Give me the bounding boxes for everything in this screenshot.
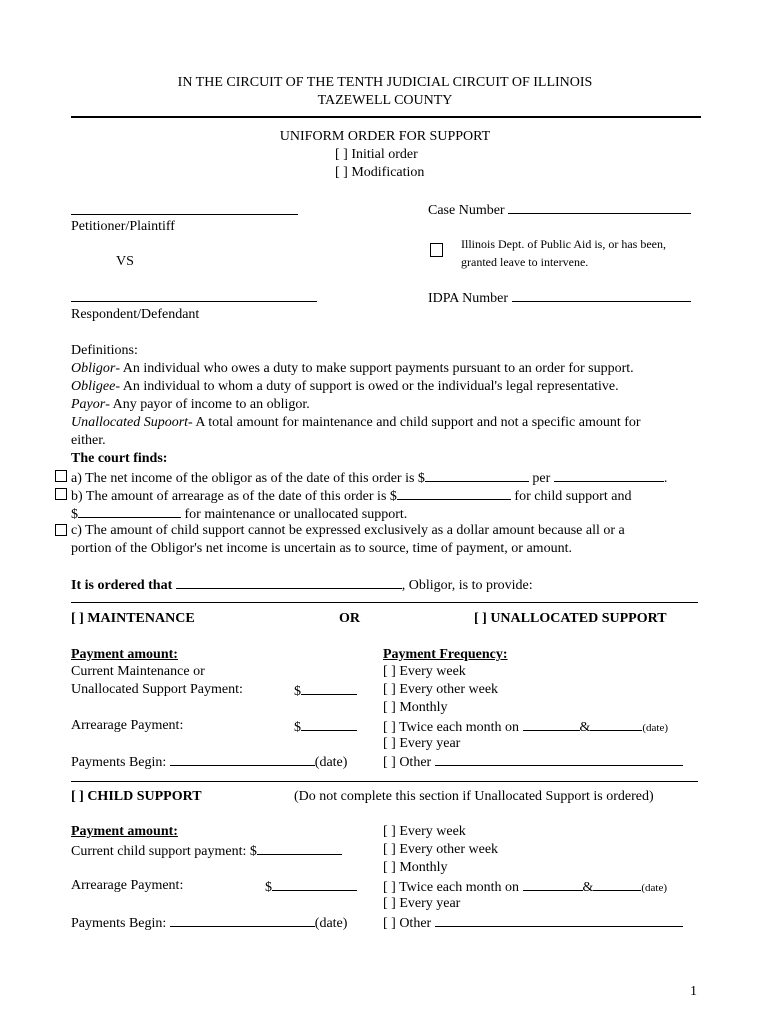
finding-a-per: per xyxy=(532,471,551,486)
definition-payor xyxy=(71,396,310,414)
maint-freq-every-year[interactable]: [ ] Every year xyxy=(383,736,461,751)
child-other-option[interactable]: [ ] Other xyxy=(383,916,432,931)
finding-a-text: a) The net income of the obligor as of the date of this order is $ xyxy=(71,471,425,486)
finding-b xyxy=(71,486,631,506)
finding-c-text2: portion of the Obligor's net income is uncertain as to source, time of payment, or amount. xyxy=(71,541,572,556)
child-freq-other xyxy=(383,913,683,933)
date-label: (date) xyxy=(314,916,348,931)
maintenance-begin-date-input[interactable] xyxy=(170,752,315,766)
finding-b-cont xyxy=(71,504,407,524)
maint-freq-every-other-week[interactable]: [ ] Every other week xyxy=(383,682,499,697)
maintenance-arrearage-label: Arrearage Payment: xyxy=(71,718,184,733)
finding-a xyxy=(71,468,667,488)
petitioner-line[interactable] xyxy=(71,214,298,215)
arrearage-child-input[interactable] xyxy=(397,486,511,500)
definition-obligor xyxy=(71,360,634,378)
child-begin-date-input[interactable] xyxy=(170,913,315,927)
maintenance-rule xyxy=(71,781,698,782)
finding-b-checkbox[interactable] xyxy=(55,488,67,500)
ordered-line xyxy=(71,575,533,595)
current-maintenance-amount xyxy=(294,681,357,701)
dollar-sign: $ xyxy=(294,720,301,735)
child-other-input[interactable] xyxy=(435,913,683,927)
obligor-term: Obligor xyxy=(71,361,116,376)
page-title: UNIFORM ORDER FOR SUPPORT xyxy=(279,129,491,144)
idpa-number-label: IDPA Number xyxy=(428,291,508,306)
payor-text: - Any payor of income to an obligor. xyxy=(105,397,310,412)
child-support-option[interactable]: [ ] CHILD SUPPORT xyxy=(71,789,202,804)
maint-other-option[interactable]: [ ] Other xyxy=(383,755,432,770)
case-number-input[interactable] xyxy=(508,200,691,214)
amp: & xyxy=(582,880,594,895)
child-freq-every-week[interactable]: [ ] Every week xyxy=(383,824,466,839)
maint-freq-every-week[interactable]: [ ] Every week xyxy=(383,664,466,679)
respondent-line[interactable] xyxy=(71,301,317,302)
maintenance-payments-begin xyxy=(71,752,347,772)
idpa-intervene-checkbox[interactable] xyxy=(430,243,443,257)
unallocated-support-option[interactable]: [ ] UNALLOCATED SUPPORT xyxy=(474,611,667,626)
child-payment-amount-heading: Payment amount: xyxy=(71,824,178,839)
court-header-line1: IN THE CIRCUIT OF THE TENTH JUDICIAL CIRCUIT OF ILLINOIS xyxy=(177,75,593,90)
child-freq-twice-monthly xyxy=(383,877,667,897)
case-number-label: Case Number xyxy=(428,203,505,218)
case-number-field xyxy=(428,200,691,220)
unallocated-text: - A total amount for maintenance and child support and not a specific amount for xyxy=(188,415,641,430)
child-freq-every-year[interactable]: [ ] Every year xyxy=(383,896,461,911)
current-maintenance-input[interactable] xyxy=(301,681,357,695)
maintenance-payment-amount-heading: Payment amount: xyxy=(71,647,178,662)
vs-label: VS xyxy=(116,254,134,269)
maint-other-input[interactable] xyxy=(435,752,683,766)
child-twice-day2-input[interactable] xyxy=(593,877,641,891)
dollar-sign: $ xyxy=(294,684,301,699)
page-number: 1 xyxy=(690,984,697,999)
current-maintenance-label: Current Maintenance or xyxy=(71,664,205,679)
child-support-note: (Do not complete this section if Unallocated Support is ordered) xyxy=(294,789,654,804)
child-twice-monthly-option[interactable]: [ ] Twice each month on xyxy=(383,880,519,895)
initial-order-option[interactable]: [ ] Initial order xyxy=(335,147,418,162)
maintenance-option[interactable]: [ ] MAINTENANCE xyxy=(71,611,195,626)
maint-twice-monthly-option[interactable]: [ ] Twice each month on xyxy=(383,720,519,735)
child-payments-begin xyxy=(71,913,347,933)
finding-c-checkbox[interactable] xyxy=(55,524,67,536)
maint-freq-other xyxy=(383,752,683,772)
maint-twice-day1-input[interactable] xyxy=(523,717,580,731)
definition-obligee xyxy=(71,378,619,396)
payment-frequency-heading: Payment Frequency: xyxy=(383,647,508,662)
finding-b2-text: for maintenance or unallocated support. xyxy=(184,507,408,522)
obligor-text: - An individual who owes a duty to make support payments pursuant to an order for support. xyxy=(115,361,634,376)
payments-begin-label: Payments Begin: xyxy=(71,755,167,770)
idpa-number-field xyxy=(428,288,691,308)
finding-b-text: b) The amount of arrearage as of the date of this order is $ xyxy=(71,489,397,504)
definitions-heading: Definitions: xyxy=(71,343,138,358)
current-child-support xyxy=(71,841,342,861)
child-arrearage-label: Arrearage Payment: xyxy=(71,878,184,893)
net-income-input[interactable] xyxy=(425,468,529,482)
maintenance-arrearage-input[interactable] xyxy=(301,717,357,731)
dollar-sign: $ xyxy=(265,880,272,895)
header-rule xyxy=(71,116,701,118)
modification-option[interactable]: [ ] Modification xyxy=(335,165,425,180)
court-finds-heading: The court finds: xyxy=(71,451,168,466)
petitioner-label: Petitioner/Plaintiff xyxy=(71,219,175,234)
unallocated-payment-label: Unallocated Support Payment: xyxy=(71,682,243,697)
payments-begin-label: Payments Begin: xyxy=(71,916,167,931)
ordered-rule xyxy=(71,602,698,603)
net-income-period-input[interactable] xyxy=(554,468,664,482)
or-label: OR xyxy=(339,611,360,626)
ordered-after: , Obligor, is to provide: xyxy=(401,578,533,593)
current-child-support-input[interactable] xyxy=(257,841,342,855)
arrearage-maintenance-input[interactable] xyxy=(78,504,181,518)
payor-term: Payor xyxy=(71,397,106,412)
child-arrearage-amount xyxy=(265,877,357,897)
amp: & xyxy=(579,720,591,735)
finding-a-checkbox[interactable] xyxy=(55,470,67,482)
child-arrearage-input[interactable] xyxy=(272,877,357,891)
child-freq-monthly[interactable]: [ ] Monthly xyxy=(383,860,448,875)
court-header-county: TAZEWELL COUNTY xyxy=(317,93,453,108)
maintenance-arrearage-amount xyxy=(294,717,357,737)
child-twice-day1-input[interactable] xyxy=(523,877,583,891)
child-freq-every-other-week[interactable]: [ ] Every other week xyxy=(383,842,499,857)
idpa-number-input[interactable] xyxy=(512,288,691,302)
ordered-label: It is ordered that xyxy=(71,578,173,593)
obligor-name-input[interactable] xyxy=(176,575,402,589)
maint-freq-twice-monthly xyxy=(383,717,668,737)
finding-c-text: c) The amount of child support cannot be expressed exclusively as a dollar amount because all or a xyxy=(71,523,625,538)
idpa-intervene-text2: granted leave to intervene. xyxy=(461,255,589,269)
finding-b-end: for child support and xyxy=(514,489,632,504)
respondent-label: Respondent/Defendant xyxy=(71,307,200,322)
definition-unallocated xyxy=(71,414,641,432)
current-child-support-label: Current child support payment: $ xyxy=(71,844,257,859)
date-label: (date) xyxy=(642,722,669,734)
finding-b2-dollar: $ xyxy=(71,507,78,522)
maint-freq-monthly[interactable]: [ ] Monthly xyxy=(383,700,448,715)
date-label: (date) xyxy=(641,882,668,894)
obligee-text: - An individual to whom a duty of support is owed or the individual's legal representative. xyxy=(115,379,619,394)
unallocated-term: Unallocated Supoort xyxy=(71,415,189,430)
obligee-term: Obligee xyxy=(71,379,116,394)
date-label: (date) xyxy=(314,755,348,770)
definition-unallocated-cont: either. xyxy=(71,433,106,448)
maint-twice-day2-input[interactable] xyxy=(590,717,642,731)
finding-a-end: . xyxy=(663,471,668,486)
idpa-intervene-text1: Illinois Dept. of Public Aid is, or has been, xyxy=(461,237,666,251)
